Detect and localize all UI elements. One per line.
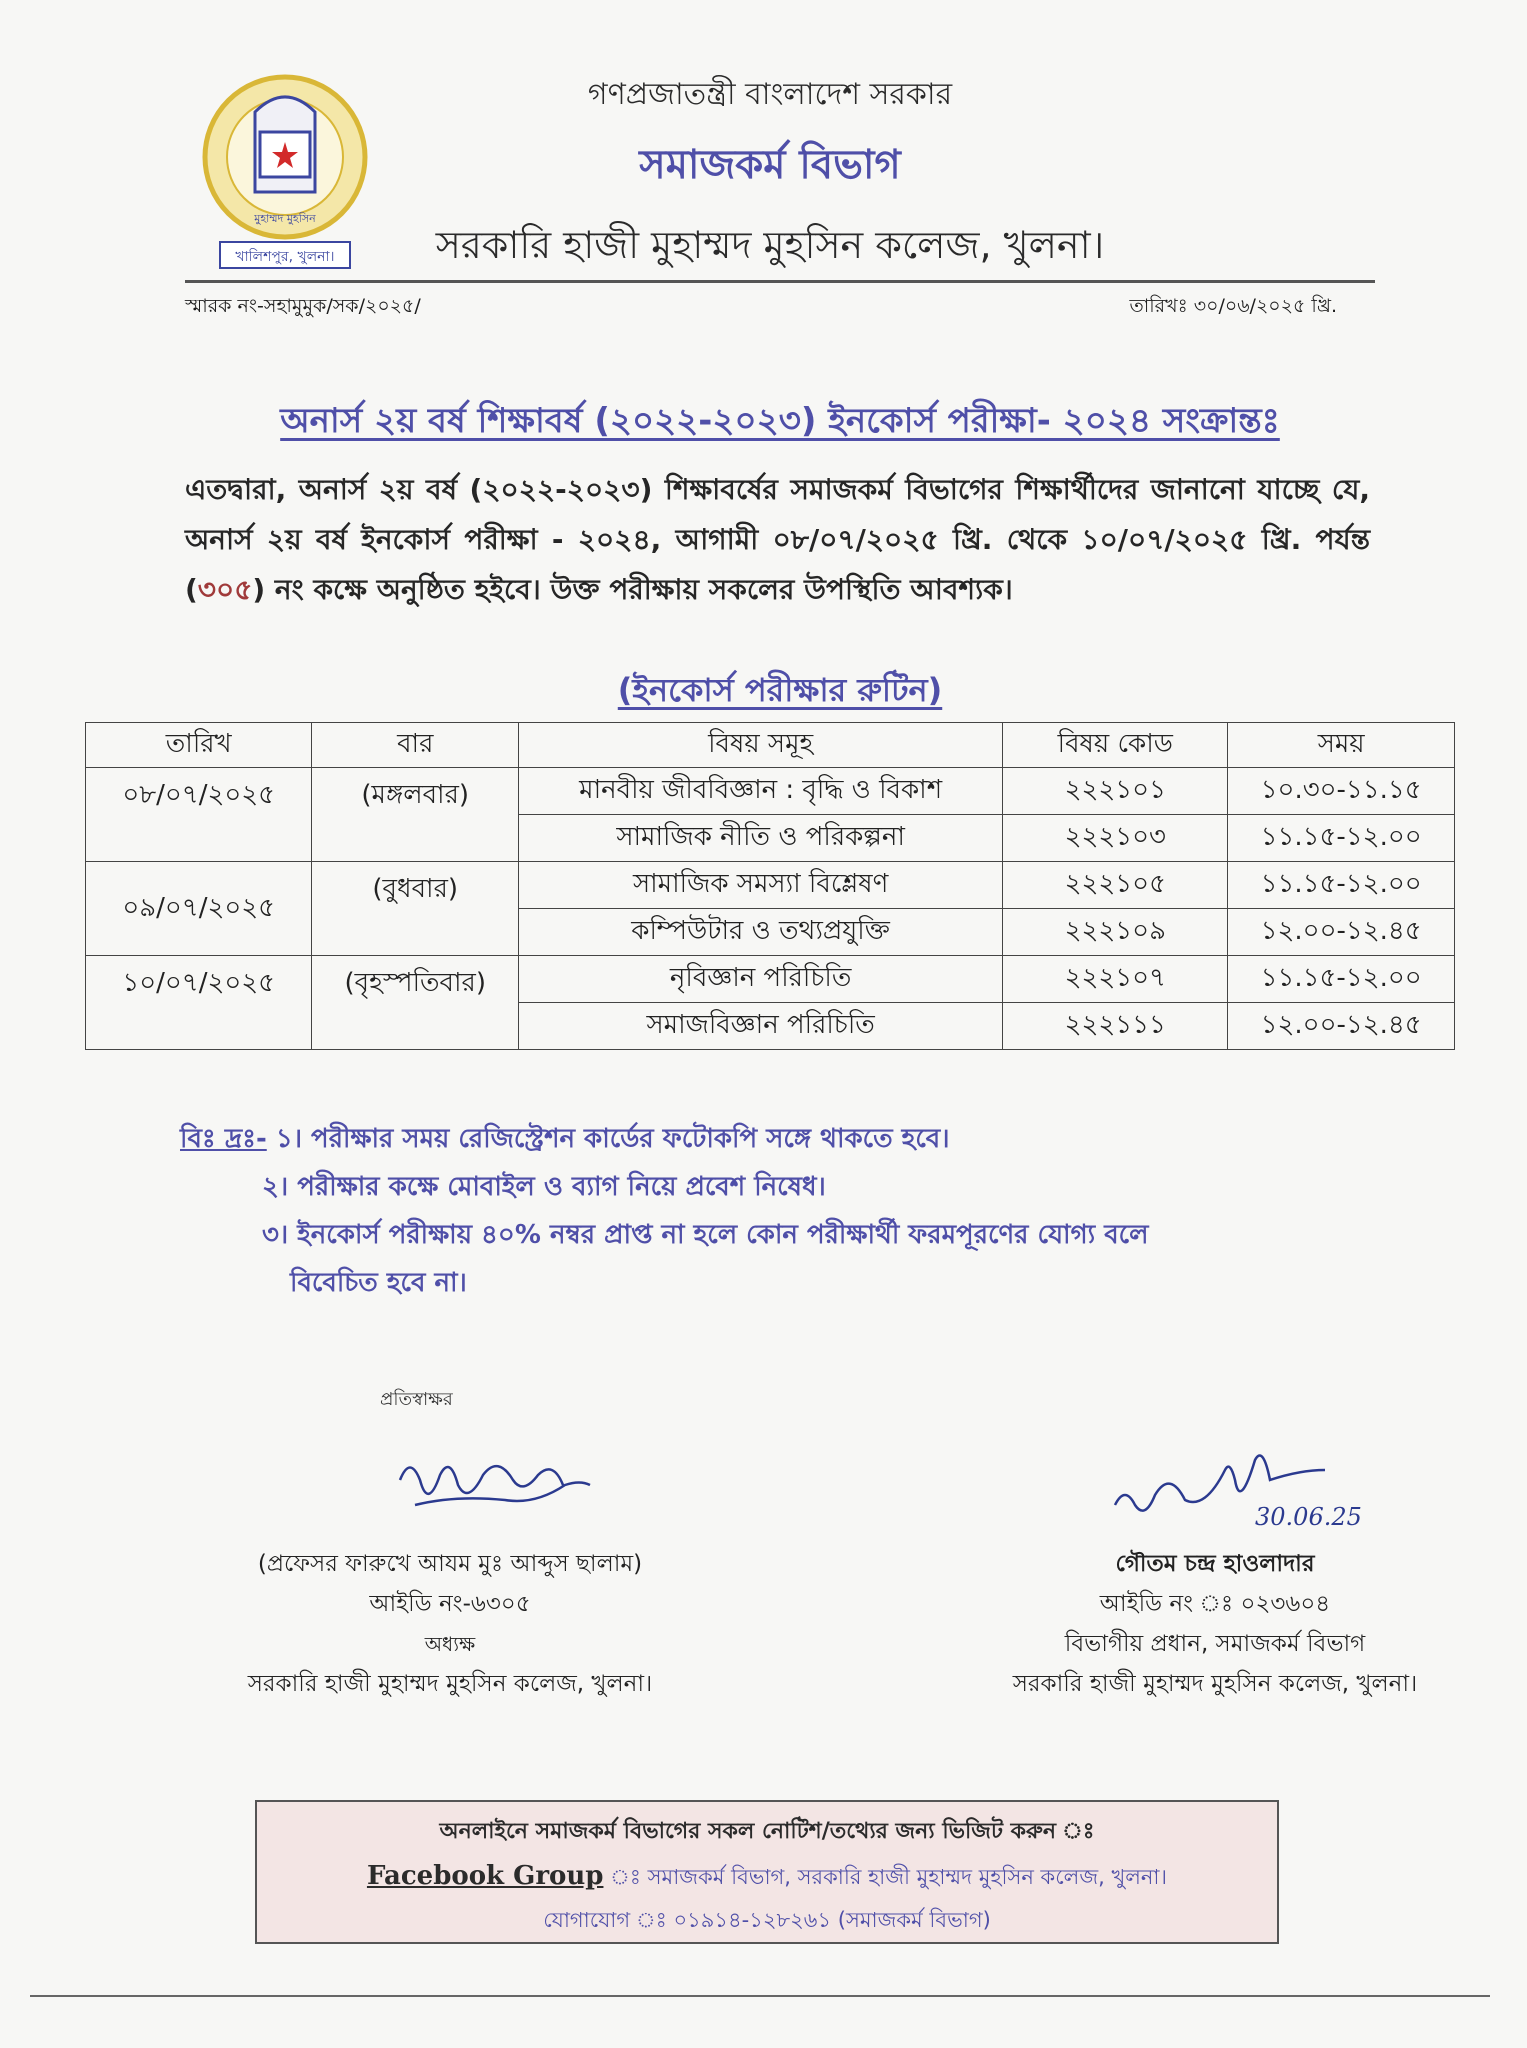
principal-org: সরকারি হাজী মুহাম্মদ মুহসিন কলেজ, খুলনা। <box>247 1671 653 1697</box>
government-name: গণপ্রজাতন্ত্রী বাংলাদেশ সরকার <box>587 77 953 112</box>
svg-text:খালিশপুর, খুলনা।: খালিশপুর, খুলনা। <box>235 249 335 265</box>
notice-subject: অনার্স ২য় বর্ষ শিক্ষাবর্ষ (২০২২-২০২৩) ইনকোর্স পরীক্ষা- ২০২৪ সংক্রান্তঃ <box>280 401 1280 441</box>
header-time: সময় <box>1228 723 1455 768</box>
principal-signature <box>240 1450 660 1540</box>
countersign-label: প্রতিস্বাক্ষর <box>380 1389 453 1410</box>
letterhead <box>380 70 1160 280</box>
department-name: সমাজকর্ম বিভাগ <box>639 142 901 188</box>
memo-date: তারিখঃ ৩০/০৬/২০২৫ খ্রি. <box>1129 295 1337 317</box>
svg-text:মুহাম্মদ মুহসিন: মুহাম্মদ মুহসিন <box>254 212 316 225</box>
notes-label: বিঃ দ্রঃ- <box>180 1124 267 1154</box>
exam-time: ১১.১৫-১২.০০ <box>1228 815 1455 862</box>
facebook-group-label: Facebook Group <box>366 1861 604 1891</box>
subject-name: কম্পিউটার ও তথ্যপ্রযুক্তি <box>519 909 1003 956</box>
college-name: সরকারি হাজী মুহাম্মদ মুহসিন কলেজ, খুলনা। <box>435 223 1105 267</box>
contact-line: যোগাযোগ ঃ ০১৯১৪-১২৮২৬১ (সমাজকর্ম বিভাগ) <box>543 1908 991 1932</box>
principal-signature-block <box>190 1450 710 1704</box>
head-title: বিভাগীয় প্রধান, সমাজকর্ম বিভাগ <box>1064 1631 1366 1657</box>
table-row <box>86 768 1455 815</box>
exam-time: ১০.৩০-১১.১৫ <box>1228 768 1455 815</box>
head-signature-block <box>975 1450 1455 1704</box>
exam-time: ১১.১৫-১২.০০ <box>1228 956 1455 1003</box>
subject-code: ২২২১০৯ <box>1003 909 1228 956</box>
header-code: বিষয় কোড <box>1003 723 1228 768</box>
subject-name: মানবীয় জীববিজ্ঞান : বৃদ্ধি ও বিকাশ <box>519 768 1003 815</box>
principal-id: আইডি নং-৬৩০৫ <box>369 1591 531 1617</box>
note-item: বিঃ দ্রঃ- ১। পরীক্ষার সময় রেজিস্ট্রেশন কার্ডের ফটোকপি সঙ্গে থাকতে হবে। <box>180 1124 950 1154</box>
subject-code: ২২২১০৩ <box>1003 815 1228 862</box>
subject-code: ২২২১০৫ <box>1003 862 1228 909</box>
head-org: সরকারি হাজী মুহাম্মদ মুহসিন কলেজ, খুলনা। <box>1012 1671 1418 1697</box>
head-signature <box>1005 1450 1425 1540</box>
note-item: ৩। ইনকোর্স পরীক্ষায় ৪০% নম্বর প্রাপ্ত না হলে কোন পরীক্ষার্থী ফরমপূরণের যোগ্য বলে <box>262 1220 1149 1250</box>
subject-name: সামাজিক নীতি ও পরিকল্পনা <box>519 815 1003 862</box>
subject-name: সমাজবিজ্ঞান পরিচিতি <box>519 1003 1003 1050</box>
subject-code: ২২২১০১ <box>1003 768 1228 815</box>
online-info-heading: অনলাইনে সমাজকর্ম বিভাগের সকল নোটিশ/তথ্যের জন্য ভিজিট করুন ঃ <box>439 1819 1095 1844</box>
exam-day: (বুধবার) <box>312 862 519 956</box>
svg-text:30.06.25: 30.06.25 <box>1255 1503 1362 1531</box>
exam-day: (বৃহস্পতিবার) <box>312 956 519 1050</box>
routine-title: (ইনকোর্স পরীক্ষার রুটিন) <box>617 671 943 709</box>
online-info-box <box>255 1800 1279 1944</box>
exam-time: ১২.০০-১২.৪৫ <box>1228 909 1455 956</box>
subject-code: ২২২১১১ <box>1003 1003 1228 1050</box>
exam-date: ১০/০৭/২০২৫ <box>86 956 312 1050</box>
facebook-group-line: Facebook Group ঃ সমাজকর্ম বিভাগ, সরকারি হাজী মুহাম্মদ মুহসিন কলেজ, খুলনা। <box>366 1861 1168 1891</box>
exam-time: ১১.১৫-১২.০০ <box>1228 862 1455 909</box>
principal-name: (প্রফেসর ফারুখে আযম মুঃ আব্দুস ছালাম) <box>257 1551 643 1577</box>
principal-title: অধ্যক্ষ <box>424 1632 476 1656</box>
subject-name: সামাজিক সমস্যা বিশ্লেষণ <box>519 862 1003 909</box>
exam-routine-table <box>85 722 1455 1050</box>
table-header-row <box>86 723 1455 768</box>
header-subject: বিষয় সমূহ <box>519 723 1003 768</box>
exam-day: (মঙ্গলবার) <box>312 768 519 862</box>
exam-date: ০৮/০৭/২০২৫ <box>86 768 312 862</box>
note-item: ২। পরীক্ষার কক্ষে মোবাইল ও ব্যাগ নিয়ে প্রবেশ নিষেধ। <box>262 1172 826 1202</box>
note-item: বিবেচিত হবে না। <box>290 1268 467 1298</box>
notes-section <box>180 1115 1330 1307</box>
subject-code: ২২২১০৭ <box>1003 956 1228 1003</box>
college-logo <box>200 72 370 272</box>
footer-divider <box>30 1995 1490 1997</box>
header-divider <box>185 280 1375 283</box>
header-date: তারিখ <box>86 723 312 768</box>
header-day: বার <box>312 723 519 768</box>
head-name: গৌতম চন্দ্র হাওলাদার <box>1115 1551 1315 1577</box>
exam-time: ১২.০০-১২.৪৫ <box>1228 1003 1455 1050</box>
memo-reference: স্মারক নং-সহামুমুক/সক/২০২৫/ <box>185 295 421 317</box>
subject-name: নৃবিজ্ঞান পরিচিতি <box>519 956 1003 1003</box>
notice-body: এতদ্বারা, অনার্স ২য় বর্ষ (২০২২-২০২৩) শিক্ষাবর্ষের সমাজকর্ম বিভাগের শিক্ষার্থীদের জানানো যাচ্ছে যে, অনার্স ২য় বর্ষ ইনকোর্স পরীক্ষা - ২০২৪, আগামী ০৮/০৭/২০২৫ খ্রি. থেকে ১০/০৭/২০২৫ খ্রি. পর্যন্ত (৩০৫) নং কক্ষে অনুষ্ঠিত হইবে। উক্ত পরীক্ষায় সকলের উপস্থিতি আবশ্যক। <box>185 473 1370 606</box>
room-number: ৩০৫ <box>197 573 253 606</box>
table-row <box>86 956 1455 1003</box>
head-id: আইডি নং ঃ ০২৩৬০৪ <box>1099 1591 1331 1617</box>
exam-date: ০৯/০৭/২০২৫ <box>86 862 312 956</box>
table-row <box>86 862 1455 909</box>
